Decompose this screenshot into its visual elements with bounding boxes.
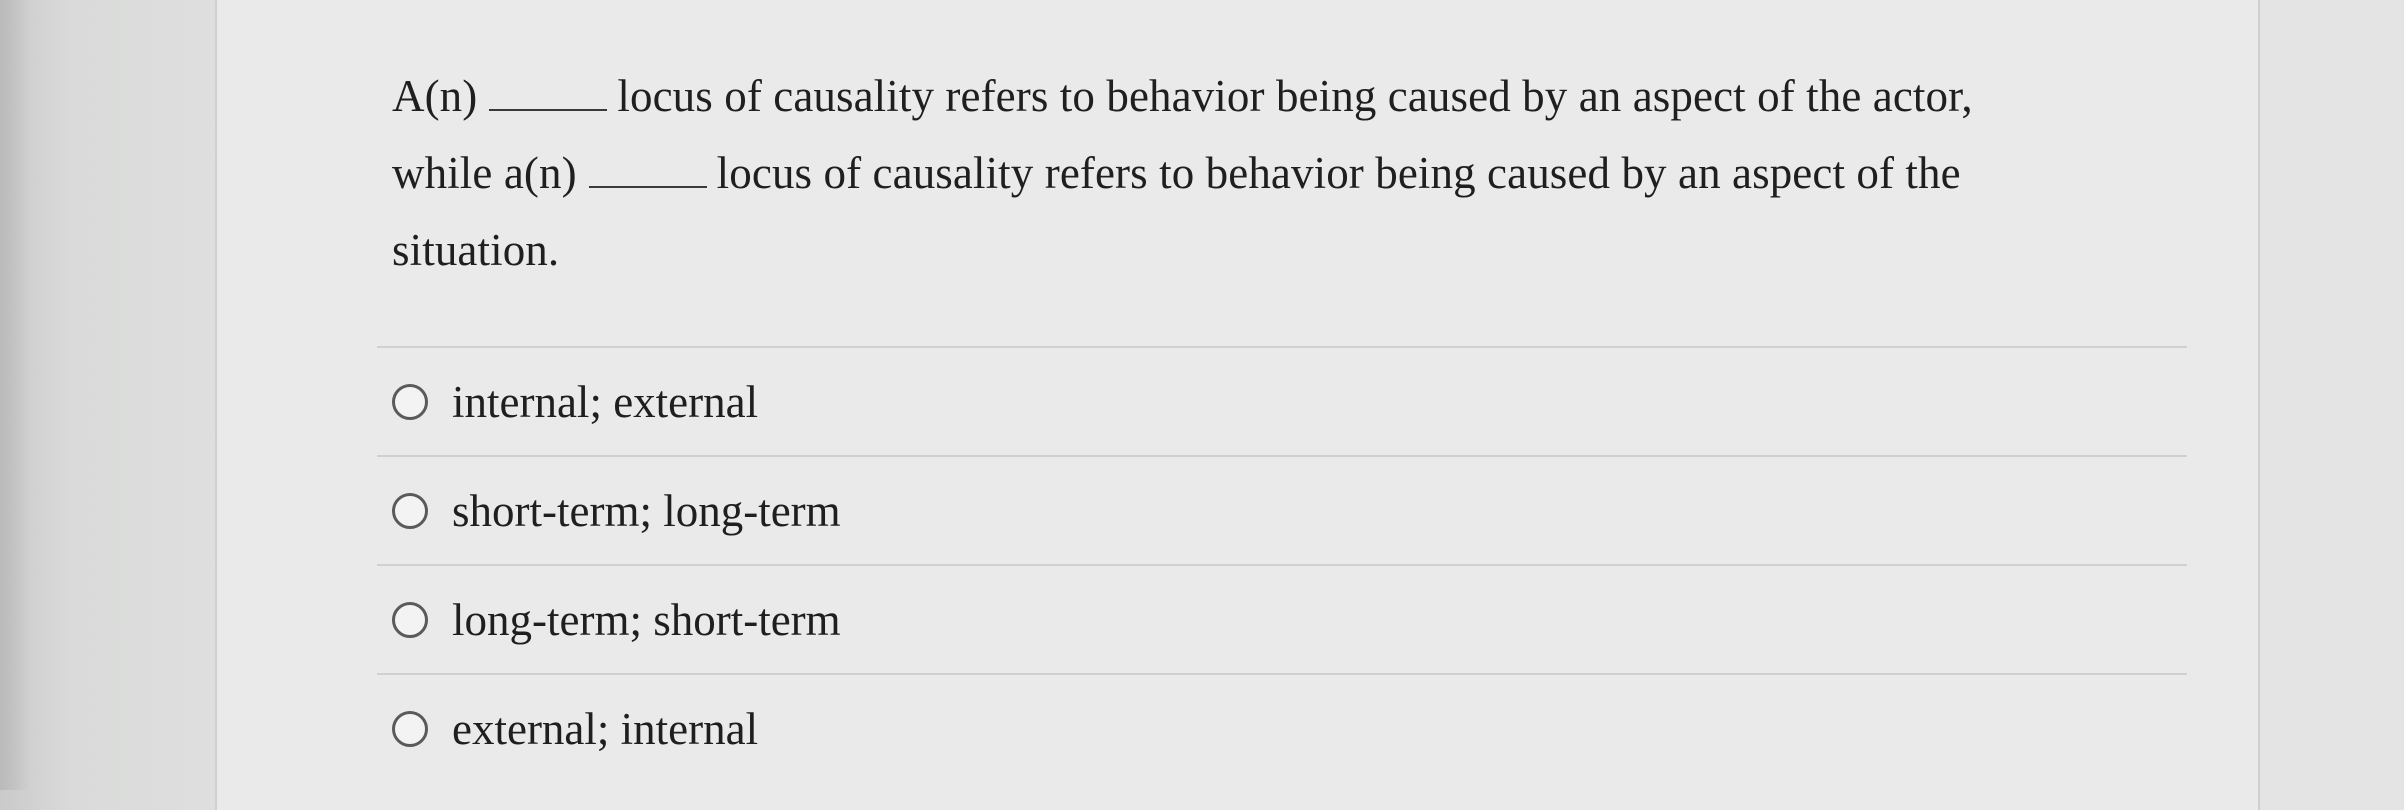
stem-text-4: locus of causality refers to behavior being caused by an aspect of the: [716, 148, 1961, 198]
option-label: internal; external: [452, 377, 759, 427]
option-label: external; internal: [452, 704, 759, 754]
stem-text-3: while a(n): [392, 148, 577, 198]
left-edge-shadow: [0, 0, 30, 790]
option-label: long-term; short-term: [452, 595, 841, 645]
option-long-term-short-term[interactable]: [392, 590, 841, 650]
option-internal-external[interactable]: [392, 372, 758, 432]
stem-text-5: situation.: [392, 225, 560, 275]
stem-text-2: locus of causality refers to behavior being caused by an aspect of the actor,: [617, 71, 1973, 121]
stem-text-1: A(n): [392, 71, 478, 121]
option-divider: [377, 455, 2187, 457]
option-divider: [377, 673, 2187, 675]
radio-unselected-icon[interactable]: [392, 711, 428, 747]
options-top-divider: [377, 346, 2187, 348]
option-external-internal[interactable]: [392, 699, 758, 759]
option-short-term-long-term[interactable]: [392, 481, 841, 541]
option-divider: [377, 564, 2187, 566]
radio-unselected-icon[interactable]: [392, 602, 428, 638]
answer-blank-1: [489, 75, 607, 111]
question-card: [215, 0, 2260, 810]
radio-unselected-icon[interactable]: [392, 384, 428, 420]
option-label: short-term; long-term: [452, 486, 841, 536]
answer-blank-2: [589, 152, 707, 188]
radio-unselected-icon[interactable]: [392, 493, 428, 529]
question-stem: [392, 58, 2192, 289]
